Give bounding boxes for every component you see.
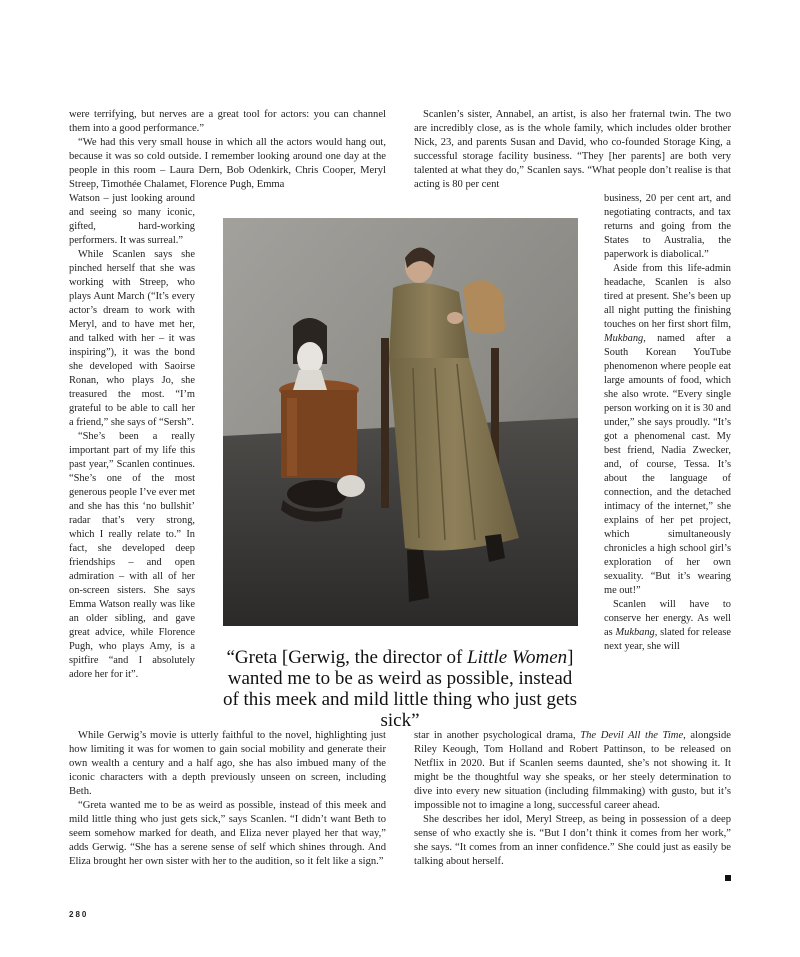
paragraph: were terrifying, but nerves are a great tool for actors: you can channel them into a good performance.” — [69, 109, 386, 134]
paragraph: star in another psychological drama, The Devil All the Time, alongside Riley Keough, Tom Holland and Robert Pattinson, to be released on Netflix in 2020. But if Scanlen seems daunted, she’s not showing it. It might be the thoughtful way she speaks, or her steely determination to dive into every new situation (including filmmaking) with gusto, but it’s impossible not to imagine a long, successful career ahead. — [414, 730, 731, 811]
paragraph: She describes her idol, Meryl Streep, as being in possession of a deep sense of who exactly she is. “But I don’t think it comes from her work,” she says. “It comes from an inner confidence.” She could just as easily be talking about herself. — [414, 814, 731, 867]
paragraph: Watson – just looking around and seeing so many iconic, gifted, hard-working performers. It was surreal.” — [69, 193, 195, 246]
paragraph: Scanlen’s sister, Annabel, an artist, is also her fraternal twin. The two are incredibly close, as is the whole family, which includes older brother Nick, 23, and parents Susan and David, who co-founded Storage King, a successful storage facility business. “They [her parents] are both very talented at what they do,” Scanlen says. “What people don’t realise is that acting is 80 per cent — [414, 109, 731, 190]
right-column-top — [414, 108, 731, 192]
left-column-top — [69, 108, 386, 192]
paragraph: business, 20 per cent art, and negotiating contracts, and tax returns and going from the States to Australia, the paperwork is diabolical.” — [604, 193, 731, 260]
right-column-narrow — [604, 192, 731, 654]
portrait-photo — [223, 218, 578, 626]
paragraph: “We had this very small house in which all the actors would hang out, because it was so cold outside. I remember looking around one day at the people in this room – Laura Dern, Bob Odenkirk, Chris Cooper, Meryl Streep, Timothée Chalamet, Florence Pugh, Emma — [69, 137, 386, 190]
end-mark — [725, 875, 731, 881]
pull-quote: “Greta [Gerwig, the director of Little Women] wanted me to be as weird as possible, instead of this meek and mild little thing who just gets sick” — [222, 647, 578, 731]
paragraph: “She’s been a really important part of my life this past year,” Scanlen continues. “She’s one of the most generous people I’ve ever met and she has this ‘no bullshit’ radar that’s very strong, which I really relate to.” In fact, she developed deep friendships – and open admiration – with all of her on-screen sisters. She says Emma Watson really was like an older sibling, and gave great advice, while Florence Pugh, who plays Amy, is a spitfire “and I absolutely adore her for it”. — [69, 431, 195, 680]
right-column-bottom — [414, 729, 731, 869]
left-column-bottom — [69, 729, 386, 869]
paragraph: While Gerwig’s movie is utterly faithful to the novel, highlighting just how limiting it was for women to gain social mobility and generate their own wealth a century and a half ago, she has also imbued many of the iconic characters with a depth previously unseen on screen, including Beth. — [69, 730, 386, 797]
paragraph: Scanlen will have to conserve her energy. As well as Mukbang, slated for release next year, she will — [604, 599, 731, 652]
paragraph: Aside from this life-admin headache, Scanlen is also tired at present. She’s been up all night putting the finishing touches on her first short film, Mukbang, named after a South Korean YouTube phenomenon where people eat large amounts of food, which she also wrote. “Every single person working on it is 30 and under,” she says proudly. “It’s got a phenomenal cast. My best friend, Nadia Zwecker, and, of course, Tessa. It’s about the language of connection, and the detached intimacy of the internet,” she explains of her pet project, which simultaneously chronicles a high school girl’s exploration of her own sexuality. “But it’s wearing me out!” — [604, 263, 731, 596]
page-number: 280 — [69, 910, 89, 919]
paragraph: While Scanlen says she pinched herself that she was working with Streep, who plays Aunt March (“It’s every actor’s dream to work with Meryl, and to have met her, and talked with her – it was inspiring”), it was the bond she developed with Saoirse Ronan, who plays Jo, she treasured the most. “I’m grateful to be able to call her a friend,” she says of “Sersh”. — [69, 249, 195, 428]
left-column-narrow — [69, 192, 195, 682]
paragraph: “Greta wanted me to be as weird as possible, instead of this meek and mild little thing who just gets sick,” says Scanlen. “I didn’t want Beth to seem somehow marked for death, and Eliza never played her that way,” adds Gerwig. “She has a serene sense of self which shines through. And Eliza brought her own sister with her to the audition, so it felt like a sign.” — [69, 800, 386, 867]
